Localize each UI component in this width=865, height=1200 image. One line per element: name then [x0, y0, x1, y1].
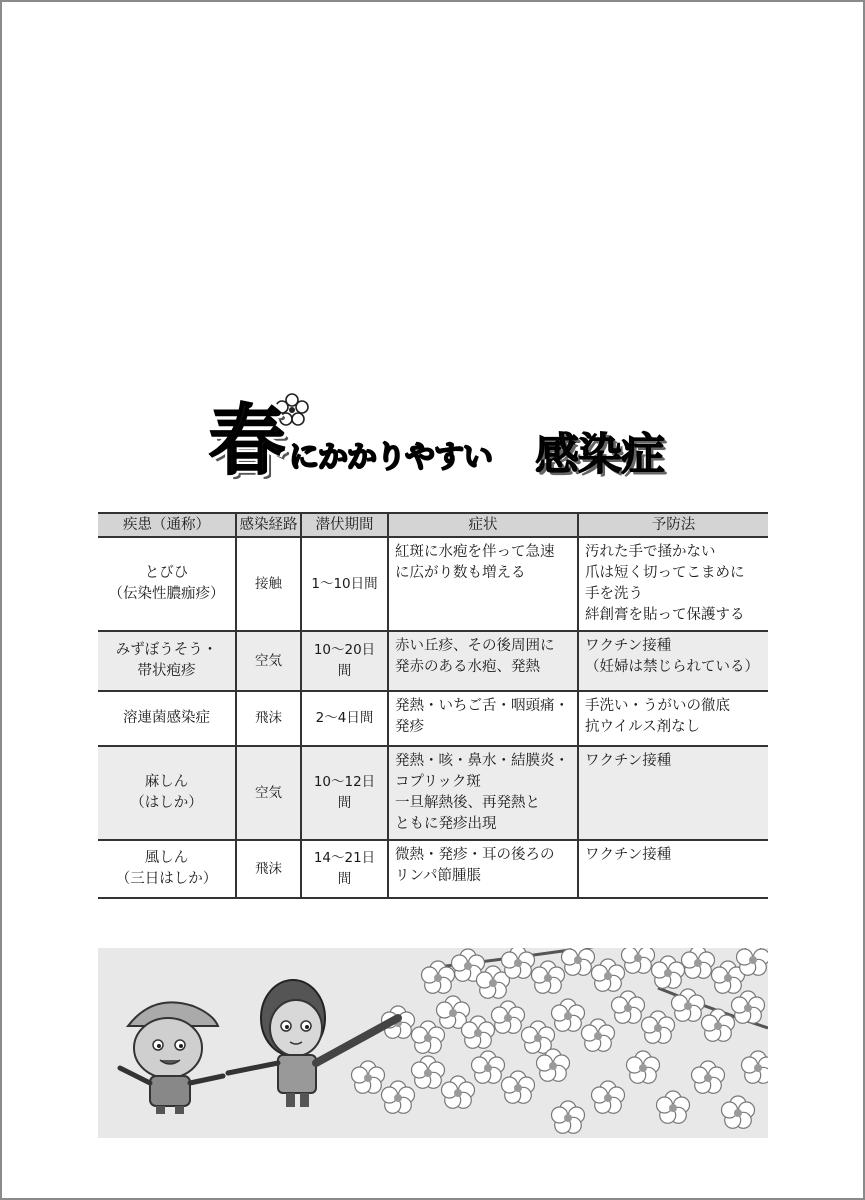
route-cell: 飛沫	[236, 691, 301, 746]
table-row	[98, 691, 768, 746]
disease-name: みずぼうそう・ 帯状疱疹	[98, 631, 236, 691]
symptoms-cell: 発熱・いちご舌・咽頭痛・ 発疹	[388, 691, 578, 746]
title-middle: にかかりやすい	[289, 440, 492, 475]
table-header-row	[98, 513, 768, 537]
route-cell: 飛沫	[236, 840, 301, 898]
cherry-blossom-icon	[352, 948, 769, 1133]
prevention-cell: ワクチン接種	[578, 746, 768, 840]
prevention-cell: 手洗い・うがいの徹底 抗ウイルス剤なし	[578, 691, 768, 746]
disease-name: とびひ （伝染性膿痂疹）	[98, 537, 236, 631]
illustration-svg	[98, 948, 768, 1138]
prevention-cell: 汚れた手で掻かない 爪は短く切ってこまめに 手を洗う 絆創膏を貼って保護する	[578, 537, 768, 631]
header-incubation: 潜伏期間	[301, 513, 388, 537]
header-disease: 疾患（通称）	[98, 513, 236, 537]
page-title	[205, 395, 675, 495]
incubation-cell: 2～4日間	[301, 691, 388, 746]
symptoms-cell: 微熱・発疹・耳の後ろの リンパ節腫脹	[388, 840, 578, 898]
disease-table	[98, 512, 768, 899]
title-end: 感染症	[535, 429, 664, 480]
spring-illustration	[98, 948, 768, 1138]
prevention-cell: ワクチン接種 （妊婦は禁じられている）	[578, 631, 768, 691]
disease-name: 麻しん （はしか）	[98, 746, 236, 840]
header-prevention: 予防法	[578, 513, 768, 537]
child-in-hat-icon	[120, 1002, 223, 1114]
symptoms-cell: 発熱・咳・鼻水・結膜炎・ コプリック斑 一旦解熱後、再発熱と ともに発疹出現	[388, 746, 578, 840]
disease-name: 風しん （三日はしか）	[98, 840, 236, 898]
incubation-cell: 10～20日間	[301, 631, 388, 691]
table-row	[98, 746, 768, 840]
symptoms-cell: 赤い丘疹、その後周囲に 発赤のある水疱、発熱	[388, 631, 578, 691]
title-big-char: 春	[209, 396, 285, 485]
table-row	[98, 840, 768, 898]
prevention-cell: ワクチン接種	[578, 840, 768, 898]
incubation-cell: 1～10日間	[301, 537, 388, 631]
route-cell: 空気	[236, 631, 301, 691]
incubation-cell: 10～12日間	[301, 746, 388, 840]
route-cell: 空気	[236, 746, 301, 840]
disease-name: 溶連菌感染症	[98, 691, 236, 746]
header-symptoms: 症状	[388, 513, 578, 537]
symptoms-cell: 紅斑に水疱を伴って急速 に広がり数も増える	[388, 537, 578, 631]
table-row	[98, 631, 768, 691]
incubation-cell: 14～21日間	[301, 840, 388, 898]
route-cell: 接触	[236, 537, 301, 631]
table-row	[98, 537, 768, 631]
header-route: 感染経路	[236, 513, 301, 537]
